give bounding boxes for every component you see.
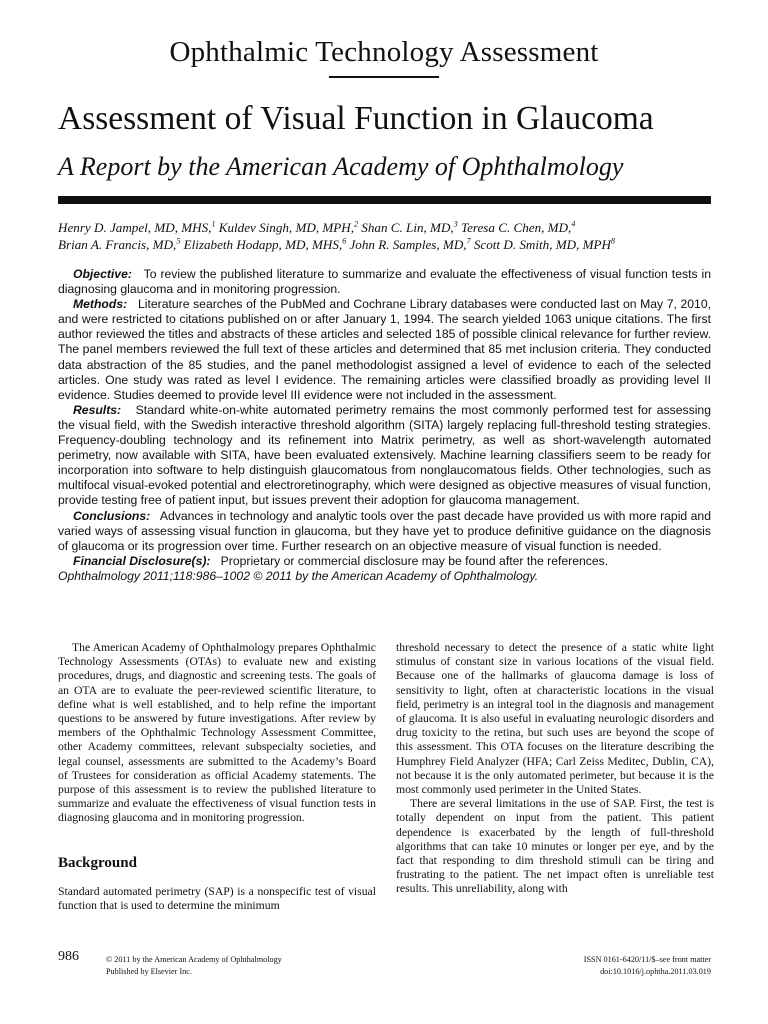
author-affiliation: 6 — [342, 236, 347, 246]
author-affiliation: 2 — [354, 219, 359, 229]
section-heading: Background — [58, 854, 137, 871]
title-rule — [58, 196, 711, 204]
body-paragraph: threshold necessary to detect the presence of a static white light stimulus of constant size in various locations of the visual field. Because one of the hallmarks of glaucoma damage is loss of sensitivity to light, often at characteristic locations in the visual field, perimetry is an integral tool in the diagnosis and management of glaucoma. It is also useful in evaluating neurologic disorders and drug toxicity to the retina, but such uses are beyond the scope of this assessment. This OTA focuses on the literature describing the Humphrey Field Analyzer (HFA; Carl Zeiss Meditec, Dublin, CA), not because it is the only automated perimeter, but because it is the most commonly used perimeter in the United States. — [396, 641, 714, 797]
author: Elizabeth Hodapp, MD, MHS, — [183, 237, 343, 252]
body-paragraph: The American Academy of Ophthalmology prepares Ophthalmic Technology Assessments (OTAs) to evaluate new and existing procedures, drugs, and diagnostic and screening tests. The goals of an OTA are to evaluate the peer-reviewed scientific literature, to define what is well established, and to help refine the important questions to be answered by future investigations. After review by members of the Ophthalmic Technology Assessment Committee, other Academy committees, relevant subspecialty societies, and legal counsel, assessments are submitted to the Academy’s Board of Trustees for consideration as official Academy statements. The purpose of this assessment is to review the published literature to summarize and evaluate the effectiveness of visual function tests in diagnosing glaucoma and in monitoring progression. — [58, 641, 376, 825]
author-list — [58, 219, 718, 253]
abstract-results — [58, 403, 711, 509]
abstract-methods — [58, 297, 711, 403]
author-line-2 — [58, 236, 718, 253]
abstract-label: Conclusions: — [73, 508, 151, 523]
body-column-right — [396, 641, 714, 897]
journal-citation: Ophthalmology 2011;118:986–1002 © 2011 by the American Academy of Ophthalmology. — [58, 568, 539, 583]
section-label: Ophthalmic Technology Assessment — [169, 36, 599, 68]
author: Teresa C. Chen, MD, — [460, 220, 572, 235]
page-number: 986 — [58, 949, 79, 964]
copyright-line: © 2011 by the American Academy of Ophthalmology — [106, 955, 282, 964]
doi-line: doi:10.1016/j.ophtha.2011.03.019 — [600, 967, 711, 976]
author: Scott D. Smith, MD, MPH — [473, 237, 611, 252]
abstract-text: Literature searches of the PubMed and Cochrane Library databases were conducted last on May 7, 2010, and were restricted to citations published on or after January 1, 1994. The search yielded 1063 unique citations. The first author reviewed the titles and abstracts of these articles and selected 185 of possible clinical relevance for further review. The panel members reviewed the full text of these articles and determined that 85 met inclusion criteria. They conducted data abstraction of the 85 studies, and the panel methodologist assigned a level of evidence to each of the selected articles. One study was rated as level I evidence. The remaining articles were classified broadly as providing level II evidence. Studies deemed to provide level III evidence were not included in the assessment. — [58, 297, 711, 402]
abstract-label: Financial Disclosure(s): — [73, 553, 211, 568]
abstract-text: Advances in technology and analytic tools over the past decade have provided us with more rapid and varied ways of assessing visual function in glaucoma, but they have yet to produce definitive guidance on the diagnosis of glaucoma or its progression over time. Further research on an objective measure of visual function is needed. — [58, 508, 711, 553]
abstract-label: Results: — [73, 402, 122, 417]
author-affiliation: 4 — [571, 219, 576, 229]
issn-line: ISSN 0161-6420/11/$–see front matter — [583, 955, 711, 964]
footer-identifiers — [584, 954, 711, 978]
author-affiliation: 7 — [466, 236, 471, 246]
author-affiliation: 8 — [610, 236, 615, 246]
abstract-disclosure — [58, 554, 711, 569]
footer-copyright — [106, 954, 282, 978]
abstract-label: Methods: — [73, 297, 128, 312]
abstract-label: Objective: — [73, 267, 132, 281]
abstract-text: To review the published literature to summarize and evaluate the effectiveness of visual function tests in diagnosing glaucoma and in monitoring progression. — [58, 267, 711, 297]
body-paragraph: Standard automated perimetry (SAP) is a nonspecific test of visual function that is used to determine the minimum — [58, 884, 376, 913]
author: John R. Samples, MD, — [349, 237, 467, 252]
author-affiliation: 5 — [176, 236, 181, 246]
article-subtitle: A Report by the American Academy of Ophthalmology — [58, 152, 624, 181]
abstract — [58, 267, 711, 584]
abstract-conclusions — [58, 509, 711, 554]
author: Kuldev Singh, MD, MPH, — [218, 220, 355, 235]
publisher-line: Published by Elsevier Inc. — [106, 967, 192, 976]
author: Shan C. Lin, MD, — [361, 220, 454, 235]
author-affiliation: 3 — [453, 219, 458, 229]
section-rule — [329, 76, 439, 78]
abstract-objective — [58, 267, 711, 297]
abstract-text: Standard white-on-white automated perimetry remains the most commonly performed test for assessing the visual field, with the Swedish interactive threshold algorithm (SITA) largely replacing full-threshold testing strategies. Frequency-doubling technology and its refinement into Matrix perimetry, as well as short-wavelength automated perimetry, now available with SITA, have been evaluated extensively. Machine learning classifiers seem to be ready for incorporation into software to help distinguish glaucomatous from nonglaucomatous fields. Other technologies, such as multifocal visual-evoked potential and electroretinography, which were designed as objective measures of visual function, provide testing free of patient input, but issues prevent their adoption for glaucoma management. — [58, 402, 711, 508]
article-title: Assessment of Visual Function in Glaucoma — [58, 100, 654, 137]
author-line-1 — [58, 219, 718, 236]
abstract-text: Proprietary or commercial disclosure may be found after the references. — [220, 553, 609, 568]
body-paragraph: There are several limitations in the use of SAP. First, the test is totally dependent on input from the patient. This patient dependence is exacerbated by the length of full-threshold algorithms that can take 10 minutes or longer per eye, and by the fact that responding to dim threshold stimuli can be tiring and frustrating to the patient. The net impact often is unreliable test results. This unreliability, along with — [396, 797, 714, 896]
author-affiliation: 1 — [211, 219, 216, 229]
author: Henry D. Jampel, MD, MHS, — [58, 220, 212, 235]
author: Brian A. Francis, MD, — [58, 237, 177, 252]
body-column-left — [58, 641, 376, 913]
